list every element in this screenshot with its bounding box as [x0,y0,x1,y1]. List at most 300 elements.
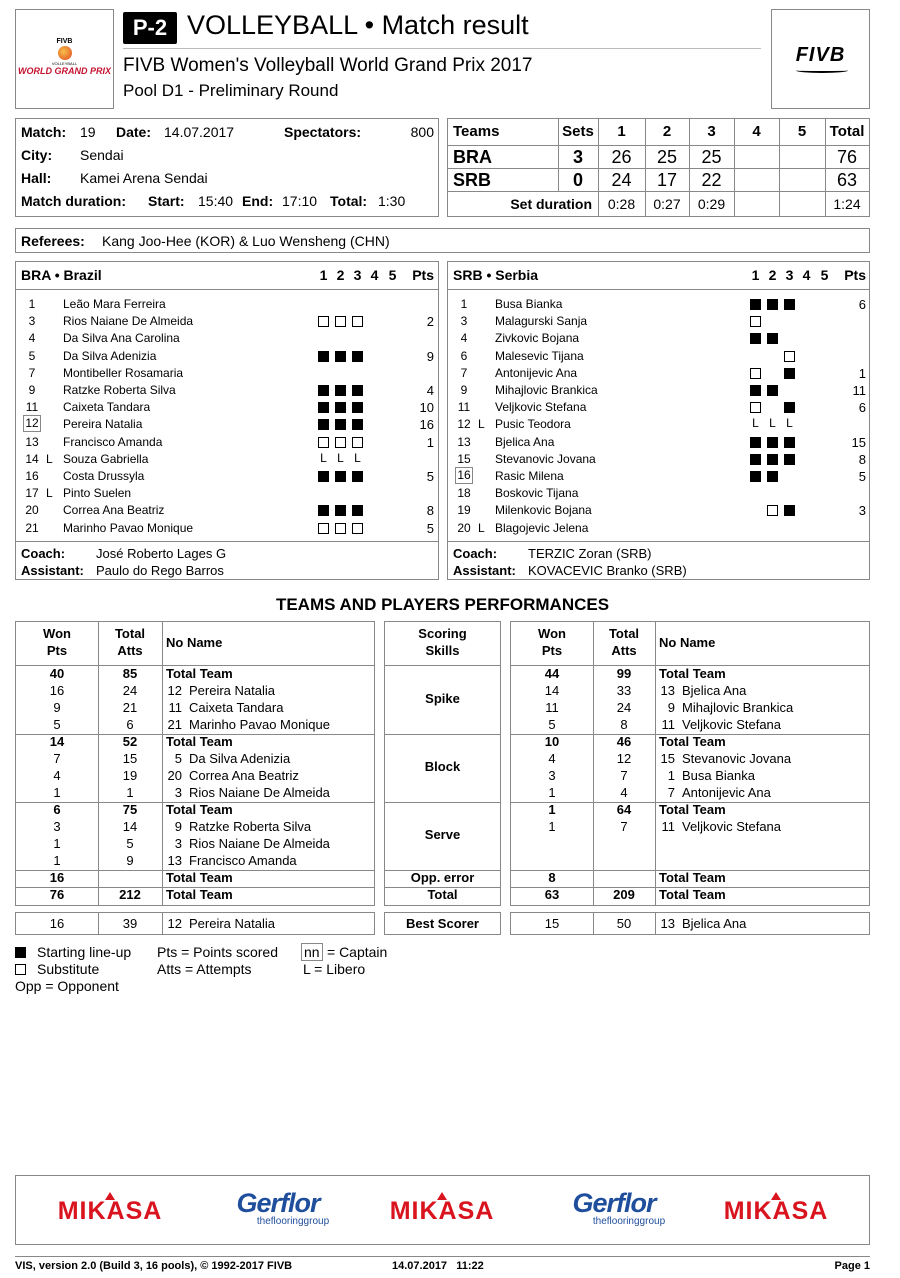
logo-top-text: FIVB [56,38,73,45]
won-value: 4 [548,751,556,766]
atts-value: 15 [122,751,138,766]
player-no: 3 [174,836,182,851]
player-name: Antonijevic Ana [682,785,771,800]
starter-icon [784,437,795,448]
doc-title: VOLLEYBALL • Match result [187,10,529,40]
footer-page: Page 1 [834,1260,870,1272]
city-label: City: [21,147,53,163]
player-row [16,416,438,433]
coach-name: TERZIC Zoran (SRB) [528,546,652,561]
starter-icon [318,385,329,396]
score-sets-won: 3 [572,147,583,167]
player-name: Antonijevic Ana [495,365,578,380]
legend-captain-box: nn [301,943,323,961]
substitute-icon [352,437,363,448]
group-line [385,802,500,803]
player-number: 12 [457,417,471,432]
referees-value: Kang Joo-Hee (KOR) & Luo Wensheng (CHN) [102,233,390,249]
date-label: Date: [116,124,152,140]
player-name: Montibeller Rosamaria [63,365,184,380]
starter-icon [335,385,346,396]
set-duration: 0:27 [653,196,681,212]
player-points: 8 [426,503,434,519]
atts-value: 5 [126,836,134,851]
starter-icon [318,471,329,482]
noname-header: No Name [659,635,716,650]
doc-code: P-2 [123,12,177,44]
player-name: Da Silva Adenizia [63,348,157,363]
player-points: 3 [858,503,866,519]
fivb-wgp-logo [16,38,113,76]
score-box [447,118,870,217]
player-row [16,348,438,365]
footer-rule [15,1256,870,1257]
logo-bottom-text: WORLD GRAND PRIX [18,66,111,76]
starter-icon [750,454,761,465]
player-row [448,434,869,451]
libero-set-mark: L [769,416,776,431]
end-time: 17:10 [282,193,318,209]
end-label: End: [242,193,274,209]
atts-header: Atts [611,643,637,658]
won-value: 44 [544,666,560,681]
score-header: 3 [707,123,716,140]
logo-mid-text: VOLLEYBALL [51,61,78,66]
won-value: 3 [53,819,61,834]
won-value: 1 [548,819,556,834]
player-number: 4 [28,331,36,346]
player-number: 9 [28,383,36,397]
won-value: 9 [53,700,61,715]
left-best-scorer [15,912,375,935]
total-team-label: Total Team [659,666,726,681]
gerflor-sub: theflooringgroup [256,1216,330,1227]
won-value: 7 [53,751,61,766]
starter-icon [750,437,761,448]
player-row [448,365,869,382]
starter-icon [750,385,761,396]
player-name: Da Silva Adenizia [189,751,291,766]
set-header: 5 [820,267,829,283]
gerflor-logo [208,1188,348,1227]
player-number: 7 [28,365,36,380]
starter-icon [750,299,761,310]
right-performance-table [510,621,870,906]
atts-header: Atts [117,643,143,658]
total-team-label: Total Team [166,802,233,817]
score-header: 1 [617,123,626,140]
starter-icon [767,454,778,465]
player-name: Veljkovic Stefana [682,717,782,732]
atts-value: 212 [119,887,141,902]
score-header: 2 [662,123,672,140]
starter-icon [767,471,778,482]
player-number: 5 [28,348,36,363]
player-number: 1 [460,297,468,311]
footer-datetime: 14.07.2017 11:22 [392,1260,484,1272]
mikasa-logo [706,1192,846,1226]
won-value: 15 [544,916,560,931]
player-row [448,468,869,485]
score-header: Teams [453,123,500,140]
player-row [448,348,869,365]
player-no: 13 [167,853,182,868]
set-header: 5 [388,267,397,283]
legend [15,944,435,996]
player-points: 2 [426,314,434,330]
libero-mark: L [46,451,53,466]
legend-substitute: Substitute [37,961,100,977]
player-number: 16 [455,467,473,484]
total-team-label: Total Team [166,734,233,749]
gerflor-logo [544,1188,684,1227]
won-value: 14 [544,683,560,698]
starter-icon [750,471,761,482]
player-number: 19 [457,503,471,518]
libero-mark: L [478,520,485,535]
player-points: 1 [426,434,434,450]
starter-icon [335,351,346,362]
atts-value: 9 [126,853,134,868]
score-team-code: SRB [453,170,492,190]
score-set-points: 25 [701,147,722,167]
atts-value: 7 [620,768,628,783]
player-row [16,365,438,382]
player-no: 3 [174,785,182,800]
won-value: 5 [548,717,556,732]
player-no: 11 [661,819,675,834]
atts-value: 46 [616,734,632,749]
player-row [16,434,438,451]
set-header: 3 [785,267,794,283]
won-value: 4 [53,768,61,783]
player-name: Pusic Teodora [495,417,571,432]
team-name: BRA • Brazil [21,267,102,283]
player-row [16,296,438,313]
starter-icon [335,419,346,430]
coach-name: José Roberto Lages G [96,546,227,561]
won-value: 14 [49,734,65,749]
start-label: Start: [148,193,185,209]
starter-icon [784,454,795,465]
gerflor-sub: theflooringgroup [592,1216,666,1227]
header-line [385,665,500,666]
starter-icon [784,505,795,516]
set-duration-label: Set duration [510,196,592,212]
player-points: 8 [858,451,866,467]
atts-value: 24 [616,700,632,715]
won-value: 63 [544,887,560,902]
right-best-scorer [510,912,870,935]
starter-icon [750,333,761,344]
hall-value: Kamei Arena Sendai [80,170,208,186]
libero-mark: L [478,417,485,432]
player-name: Boskovic Tijana [495,486,579,501]
player-name: Bjelica Ana [495,434,555,449]
score-team-code: BRA [453,147,492,167]
substitute-icon [750,316,761,327]
player-number: 11 [25,400,39,415]
player-no: 13 [660,916,675,931]
atts-value: 52 [122,734,138,749]
player-number: 13 [25,434,39,449]
atts-value: 24 [122,683,138,698]
player-name: Rios Naiane De Almeida [189,836,330,851]
player-number: 17 [25,486,39,501]
score-total-points: 63 [836,170,858,190]
starter-icon [318,402,329,413]
player-number: 9 [460,383,468,397]
starter-icon [335,471,346,482]
player-points: 10 [419,400,434,416]
player-name: Caixeta Tandara [189,700,284,715]
set-header: 3 [353,267,362,283]
player-name: Caixeta Tandara [63,400,151,415]
starter-icon [318,505,329,516]
assistant-name: Paulo do Rego Barros [96,563,224,578]
player-number: 20 [25,503,39,518]
roster-header-line [448,289,869,290]
player-no: 20 [167,768,182,783]
substitute-icon [784,351,795,362]
starter-icon [335,402,346,413]
player-name: Milenkovic Bojana [495,503,592,518]
player-row [448,313,869,330]
total-header: Total [608,626,640,641]
starter-icon [352,351,363,362]
player-row [16,382,438,399]
won-value: 16 [49,870,65,885]
player-name: Bjelica Ana [682,916,747,931]
libero-set-mark: L [786,416,793,431]
group-line [385,734,500,735]
starter-icon [767,385,778,396]
player-name: Veljkovic Stefana [495,400,587,415]
player-name: Correa Ana Beatriz [189,768,299,783]
substitute-icon [750,402,761,413]
player-row [448,382,869,399]
assistant-name: KOVACEVIC Branko (SRB) [528,563,687,578]
won-value: 40 [49,666,65,681]
atts-value: 33 [616,683,632,698]
player-no: 9 [667,700,675,715]
set-header: 2 [768,267,777,283]
match-label: Match: [21,124,67,140]
score-header: Total [829,123,865,140]
player-number: 14 [25,451,39,466]
player-points: 5 [858,469,866,484]
player-number: 3 [460,314,468,329]
libero-mark: L [46,486,53,501]
mikasa-text: MIKASA [389,1197,495,1225]
best-scorer-label: Best Scorer [406,916,479,931]
total-time: 1:30 [378,193,406,209]
atts-value: 4 [620,785,628,800]
won-value: 16 [49,916,65,931]
spectators-label: Spectators: [284,124,362,140]
spectators-count: 800 [410,124,434,140]
player-name: Marinho Pavao Monique [63,520,194,535]
atts-value: 209 [613,887,635,902]
player-row [16,399,438,416]
starter-icon [352,385,363,396]
score-row-line [448,191,869,192]
player-name: Malagurski Sanja [495,314,588,329]
substitute-icon [750,368,761,379]
player-row [16,485,438,502]
score-set-points: 17 [656,170,678,190]
team-a-roster [15,261,439,580]
starter-icon [352,505,363,516]
substitute-icon [335,316,346,327]
player-number: 11 [457,400,471,415]
player-row [16,502,438,519]
substitute-icon [318,316,329,327]
player-row [16,451,438,468]
total-team-label: Total Team [659,870,726,885]
total-label: Total: [330,193,368,209]
libero-set-mark: L [752,416,759,431]
won-value: 10 [544,734,560,749]
col-line [655,913,656,934]
mikasa-logo [372,1192,512,1226]
substitute-icon [318,437,329,448]
player-row [16,468,438,485]
substitute-icon [335,437,346,448]
player-name: Costa Drussyla [63,469,145,483]
player-name: Mihajlovic Brankica [682,700,794,715]
player-no: 5 [174,751,182,766]
won-value: 1 [53,785,61,800]
player-points: 16 [419,417,434,433]
total-team-label: Total Team [166,666,233,681]
player-row [16,313,438,330]
left-performance-table [15,621,375,906]
team-b-roster [447,261,870,580]
atts-value: 12 [616,751,632,766]
col-line [162,913,163,934]
player-name: Blagojevic Jelena [495,520,589,535]
roster-footer-line [448,541,869,542]
legend-starting: Starting line-up [37,944,132,960]
libero-set-mark: L [337,450,344,465]
player-name: Mihajlovic Brankica [495,383,598,397]
legend-captain: = Captain [327,944,388,960]
starter-icon [318,419,329,430]
player-number: 16 [25,469,39,483]
substitute-icon [318,523,329,534]
atts-value: 75 [122,802,138,817]
player-name: Marinho Pavao Monique [189,717,330,732]
player-no: 12 [167,683,182,698]
player-points: 5 [426,520,434,536]
pts-header: Pts [412,267,434,283]
won-header: Won [43,626,71,641]
won-header: Won [538,626,566,641]
total-team-label: Total Team [659,734,726,749]
player-name: Leão Mara Ferreira [63,297,166,311]
player-no: 7 [667,785,675,800]
mikasa-text: MIKASA [57,1197,163,1225]
pts-header: Pts [844,267,866,283]
starter-icon [784,402,795,413]
player-points: 1 [858,365,866,381]
player-no: 13 [660,683,675,698]
set-header: 1 [319,267,328,283]
won-value: 5 [53,717,61,732]
player-points: 6 [858,297,866,312]
assistant-label: Assistant: [21,563,84,578]
set-duration: 0:29 [697,196,726,212]
player-number: 4 [460,331,468,346]
best-scorer-label-box [384,912,501,935]
coach-label: Coach: [453,546,498,561]
legend-atts: Atts = Attempts [157,961,252,977]
player-name: Rasic Milena [495,469,564,483]
player-name: Pinto Suelen [63,486,132,501]
player-points: 11 [852,383,866,398]
score-set-points: 24 [611,170,632,190]
won-value: 3 [548,768,556,783]
won-value: 16 [49,683,65,698]
player-name: Pereira Natalia [189,683,275,698]
player-name: Ratzke Roberta Silva [63,383,176,397]
mikasa-text: MIKASA [723,1197,829,1225]
starter-icon [318,351,329,362]
mikasa-logo [40,1192,180,1226]
player-points: 6 [858,400,866,416]
player-no: 21 [167,717,182,732]
player-number: 15 [457,451,471,466]
score-set-points: 25 [656,147,678,167]
player-row [448,451,869,468]
match-date: 14.07.2017 [164,124,235,140]
skill-name: Spike [425,691,460,706]
pts-header: Pts [541,643,563,658]
starter-icon [767,299,778,310]
skill-name: Block [424,759,461,774]
score-header: 4 [752,123,761,140]
score-header: Sets [562,123,594,140]
player-name: Pereira Natalia [63,417,143,432]
starter-icon [352,402,363,413]
set-header: 4 [370,267,379,283]
sponsors-box [15,1175,870,1245]
atts-value: 21 [122,700,138,715]
player-points: 9 [426,348,434,364]
total-team-label: Total Team [166,870,233,885]
player-name: Busa Bianka [682,768,755,783]
won-value: 1 [548,785,556,800]
performance-title: TEAMS AND PLAYERS PERFORMANCES [275,595,610,614]
scoring-skills-column [384,621,501,906]
footer-version: VIS, version 2.0 (Build 3, 16 pools), © 1992-2017 FIVB [15,1260,293,1272]
player-row [16,330,438,347]
fivb-logo-swoosh-icon [796,68,848,73]
score-set-points: 26 [611,147,632,167]
hall-label: Hall: [21,170,52,186]
player-points: 15 [851,434,866,450]
noname-header: No Name [166,635,223,650]
volleyball-icon [58,46,72,60]
set-header: 1 [751,267,760,283]
player-name: Bjelica Ana [682,683,747,698]
duration-label: Match duration: [21,193,126,209]
roster-header-line [16,289,438,290]
player-points: 5 [426,469,434,484]
match-number: 19 [80,124,96,140]
city-value: Sendai [80,147,124,163]
